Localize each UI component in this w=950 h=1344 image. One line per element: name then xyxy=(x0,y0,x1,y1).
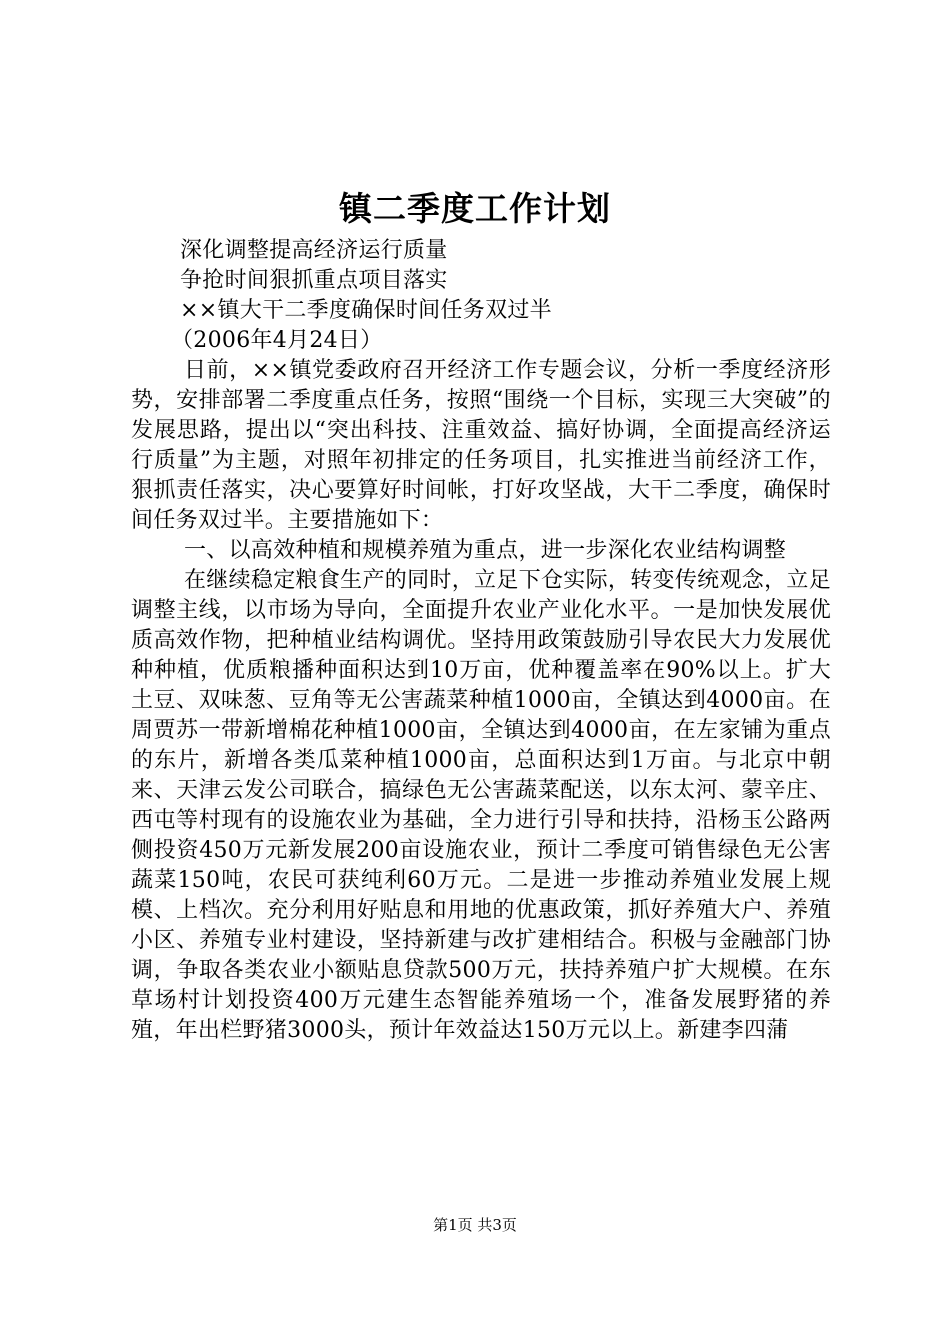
document-body xyxy=(131,236,831,1046)
intro-paragraph: 日前，××镇党委政府召开经济工作专题会议，分析一季度经济形势，安排部署二季度重点任务，按照“围绕一个目标，实现三大突破”的发展思路，提出以“突出科技、注重效益、搞好协调，全面提高经济运行质量”为主题，对照年初排定的任务项目，扎实推进当前经济工作，狠抓责任落实，决心要算好时间帐，打好攻坚战，大干二季度，确保时间任务双过半。主要措施如下： xyxy=(131,358,831,533)
page-footer: 第1页 共3页 xyxy=(433,1216,517,1234)
subtitle-line: ××镇大干二季度确保时间任务双过半 xyxy=(180,298,552,323)
body-paragraph: 在继续稳定粮食生产的同时，立足下仓实际，转变传统观念，立足调整主线，以市场为导向，全面提升农业产业化水平。一是加快发展优质高效作物，把种植业结构调优。坚持用政策鼓励引导农民大力发展优种种植，优质粮播种面积达到10万亩，优种覆盖率在90%以上。扩大土豆、双味葱、豆角等无公害蔬菜种植1000亩，全镇达到4000亩。在周贾苏一带新增棉花种植1000亩，全镇达到4000亩，在左家铺为重点的东片，新增各类瓜菜种植1000亩，总面积达到1万亩。与北京中朝来、天津云发公司联合，搞绿色无公害蔬菜配送，以东太河、蒙辛庄、西屯等村现有的设施农业为基础，全力进行引导和扶持，沿杨玉公路两侧投资450万元新发展200亩设施农业，预计二季度可销售绿色无公害蔬菜150吨，农民可获纯利60万元。二是进一步推动养殖业发展上规模、上档次。充分利用好贴息和用地的优惠政策，抓好养殖大户、养殖小区、养殖专业村建设，坚持新建与改扩建相结合。积极与金融部门协调，争取各类农业小额贴息贷款500万元，扶持养殖户扩大规模。在东草场村计划投资400万元建生态智能养殖场一个，准备发展野猪的养殖，年出栏野猪3000头，预计年效益达150万元以上。新建李四蒲 xyxy=(131,568,831,1043)
document-title: 镇二季度工作计划 xyxy=(339,189,611,228)
section-heading: 一、以高效种植和规模养殖为重点，进一步深化农业结构调整 xyxy=(184,538,787,563)
date-line: （2006年4月24日） xyxy=(171,328,383,353)
subtitle-line: 争抢时间狠抓重点项目落实 xyxy=(180,268,448,293)
subtitle-line: 深化调整提高经济运行质量 xyxy=(180,238,448,263)
